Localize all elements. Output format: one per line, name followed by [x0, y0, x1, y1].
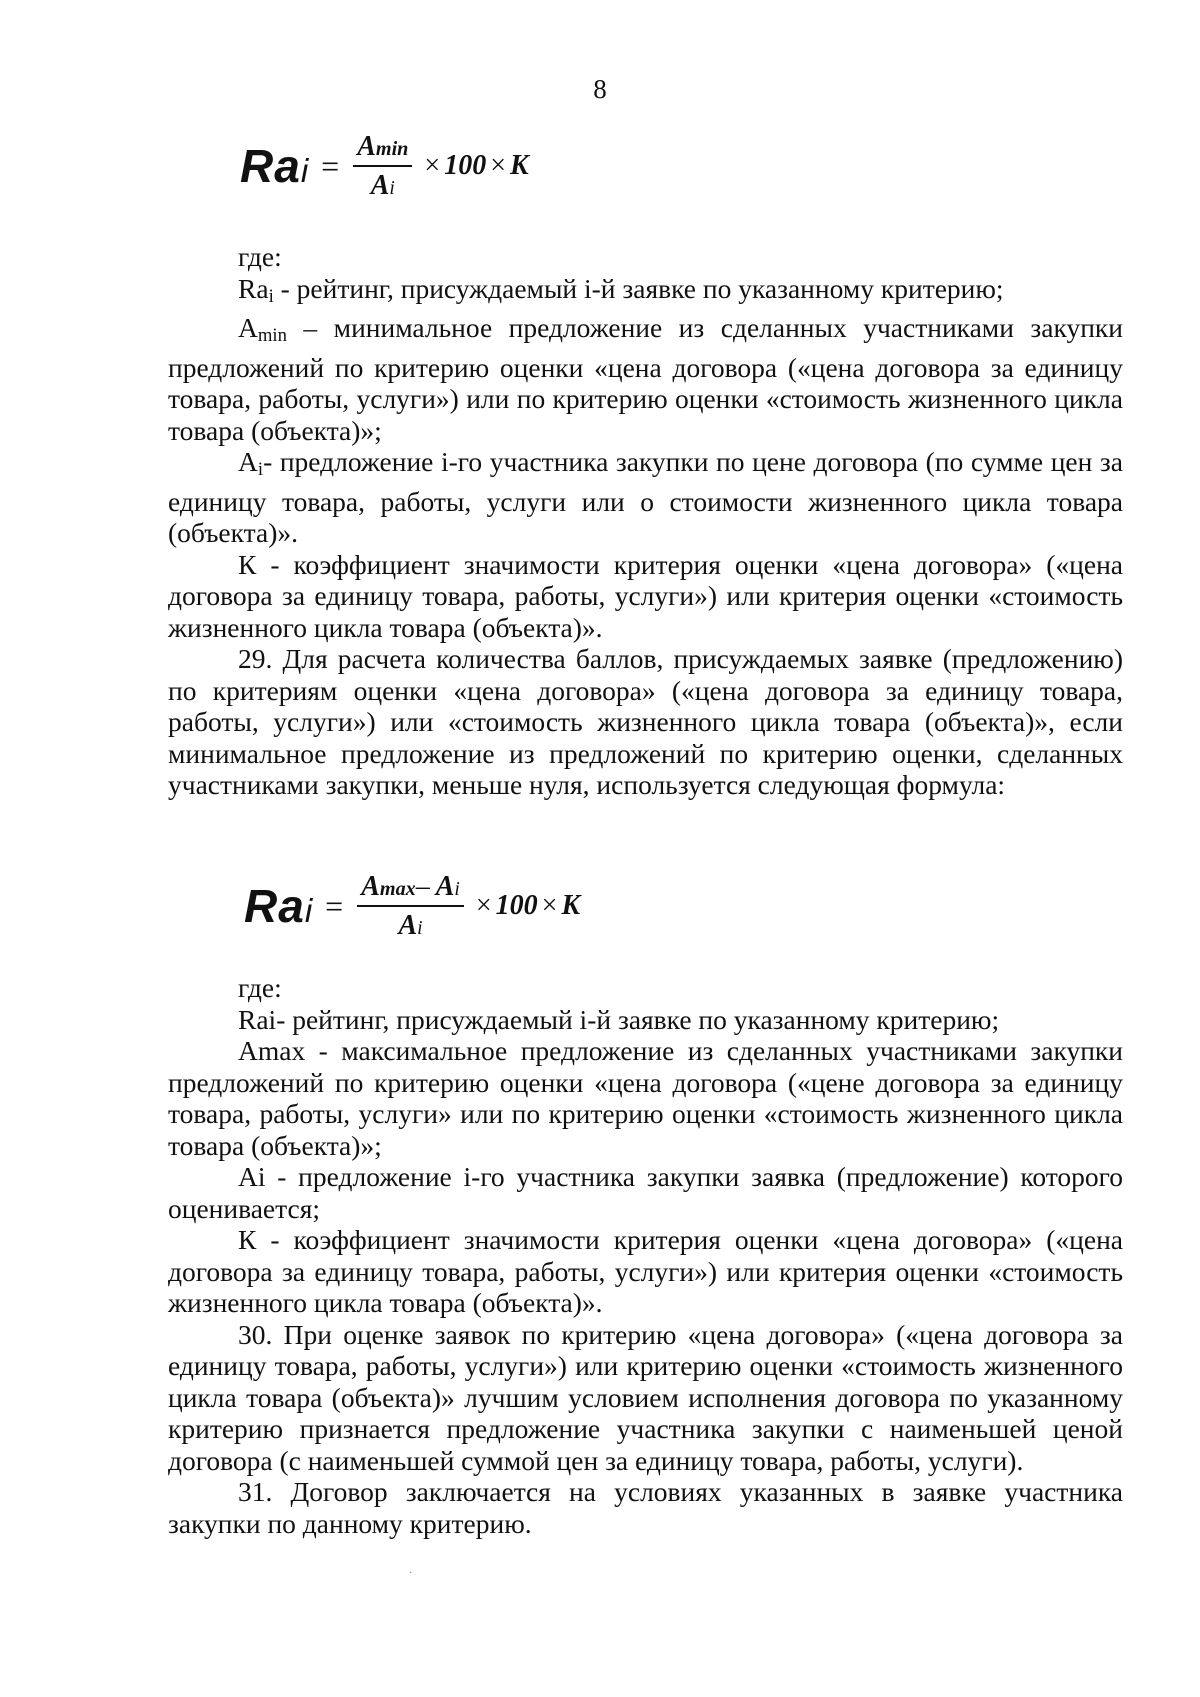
paragraph-29: 29. Для расчета количества баллов, присуждаемых заявке (предложению) по критериям оценки «цена договора» («цена договора за единицу товара, работы, услуги») или «стоимость жизненного цикла товара (объекта)», если минимальное предложение из предложений по критерию оценки, сделанных участниками закупки, меньше нуля, используется следующая формула: [168, 643, 1123, 800]
definition-rai: Rai - рейтинг, присуждаемый i-й заявке по указанному критерию; [238, 272, 1004, 307]
definition-amax: Amax - максимальное предложение из сделанных участниками закупки предложений по критерию оценки «цена договора («цене договора за единицу товара, работы, услуги» или по критерию оценки «стоимость жизненного цикла товара (объекта)»; [168, 1035, 1123, 1161]
fraction-numerator: Amax– Ai [357, 872, 464, 907]
definition-ai: Ai- предложение i-го участника закупки по цене договора (по сумме цен за единицу товара, работы, услуги или о стоимости жизненного цикла товара (объекта)». [168, 446, 1123, 548]
definition-k: К - коэффициент значимости критерия оценки «цена договора» («цена договора за единицу товара, работы, услуги») или критерия оценки «стоимость жизненного цикла товара (объекта)». [168, 548, 1123, 643]
formula-rating-negative [244, 872, 580, 941]
paragraph-30: 30. При оценке заявок по критерию «цена договора» («цена договора за единицу товара, работы, услуги») или критерию оценки «стоимость жизненного цикла товара (объекта)» лучшим условием исполнения договора по указанному критерию признается предложение участника закупки с наименьшей ценой договора (с наименьшей суммой цен за единицу товара, работы, услуги). [168, 1318, 1123, 1476]
fraction [353, 132, 412, 201]
paragraph-31: 31. Договор заключается на условиях указанных в заявке участника закупки по данному критерию. [168, 1476, 1123, 1539]
text-block-1 [168, 241, 1123, 801]
equals-sign: = [325, 887, 344, 924]
where-label: где: [238, 241, 282, 272]
page-number: 8 [593, 74, 607, 104]
fraction-denominator: Ai [398, 910, 423, 942]
formula-rating-min [240, 132, 529, 201]
formula-lhs: Rai [244, 880, 314, 933]
fraction-numerator: Amin [353, 132, 412, 167]
fraction [357, 872, 464, 941]
definition-rai: Rai- рейтинг, присуждаемый i-й заявке по указанному критерию; [238, 1003, 1000, 1035]
where-label: где: [238, 972, 282, 1003]
equals-sign: = [321, 147, 340, 184]
text-block-2 [168, 972, 1123, 1539]
formula-multiplier: × 100 × K [475, 890, 581, 922]
formula-lhs: Rai [240, 140, 310, 193]
definition-ai: Ai - предложение i-го участника закупки заявка (предложение) которого оценивается; [168, 1161, 1123, 1224]
scan-speck: · [409, 1568, 413, 1579]
fraction-denominator: Ai [370, 170, 395, 202]
definition-k: К - коэффициент значимости критерия оценки «цена договора» («цена договора за единицу товара, работы, услуги») или критерия оценки «стоимость жизненного цикла товара (объекта)». [168, 1224, 1123, 1318]
formula-multiplier: × 100 × K [424, 150, 529, 182]
definition-amin: Amin – минимальное предложение из сделанных участниками закупки предложений по критерию оценки «цена договора («цена договора за единицу товара, работы, услуги») или по критерию оценки «стоимость жизненного цикла товара (объекта)»; [168, 312, 1123, 446]
